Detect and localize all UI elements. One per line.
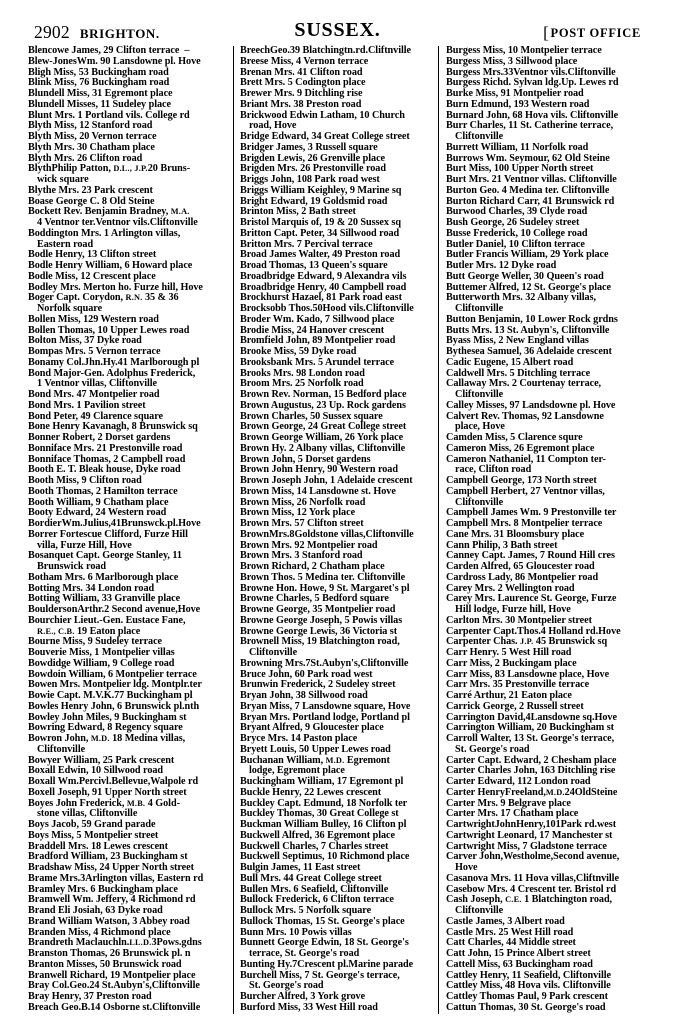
directory-entry: Bullock Mrs. 5 Norfolk square — [239, 905, 372, 916]
directory-entry: Bowdidge William, 9 College road — [28, 657, 175, 669]
directory-entry: Burt Miss, 100 Upper North street — [446, 163, 594, 175]
directory-entry: Blunt Mrs. 1 Portland vils. College rd — [28, 109, 190, 121]
directory-entry: Brown Mrs. 92 Montpelier road — [239, 539, 378, 551]
directory-entry-continuation: Cliftonville — [455, 496, 504, 508]
directory-entry: Brand William Watson, 3 Abbey road — [28, 915, 190, 927]
directory-entry: Brown Mrs. 57 Clifton street — [239, 518, 364, 529]
directory-entry: Braddell Mrs. 18 Lewes crescent — [28, 840, 169, 852]
directory-entry: Breese Miss, 4 Vernon terrace — [239, 55, 369, 67]
directory-entry: BrownMrs.8Goldstone villas,Cliftonville — [239, 528, 414, 540]
directory-entry: Bush George, 26 Sudeley street — [446, 217, 580, 228]
directory-entry: Bowdoin William, 6 Montpelier terrace — [28, 668, 197, 680]
directory-entry: Campbell Mrs. 8 Montpelier terrace — [446, 518, 603, 529]
directory-entry: Buttemer Alfred, 12 St. George's place — [446, 281, 611, 293]
directory-entry: Carey Mrs. 2 Wellington road — [446, 582, 575, 594]
directory-entry: Bullock Frederick, 6 Clifton terrace — [239, 894, 394, 906]
directory-entry-continuation: lodge, Egremont place — [248, 765, 345, 777]
directory-entry: Burnard John, 68 Hova vils. Cliftonville — [446, 109, 619, 121]
directory-entry: Brownell Miss, 19 Blatchington road, Cliftonville — [240, 637, 432, 659]
directory-entry: Browne Hon. Howe, 9 St. Margaret's pl — [239, 582, 410, 594]
directory-entry: Bouverie Miss, 1 Montpelier villas — [28, 647, 175, 658]
directory-entry: Brown Charles, 50 Sussex square — [239, 410, 383, 422]
directory-entry: Brocksobb Thos.50Hood vils.Cliftonville — [239, 303, 414, 314]
directory-entry-continuation: Cliftonville — [455, 389, 504, 400]
directory-entry: Busse Frederick, 10 College road — [446, 227, 588, 239]
section-header — [543, 23, 641, 43]
directory-entry: Carden Alfred, 65 Gloucester road — [446, 561, 595, 572]
directory-entry: Bourne Miss, 9 Sudeley terrace — [28, 636, 163, 648]
directory-entry: Blundell Miss, 31 Egremont place — [28, 88, 173, 99]
directory-entry: Brown George William, 26 York place — [239, 432, 404, 443]
directory-entry: Buckman William Bulley, 16 Clifton pl — [239, 819, 407, 830]
directory-entry: Boyes John Frederick, M.B. 4 Gold- stone villas, Cliftonville — [28, 799, 227, 821]
directory-entry: Booth Miss, 9 Clifton road — [28, 475, 142, 486]
directory-entry: Boys Jacob, 59 Grand parade — [28, 819, 156, 830]
directory-entry: Bryan Mrs. Portland lodge, Portland pl — [239, 711, 410, 723]
bracket-glyph: [ — [543, 23, 550, 42]
section-label: POST OFFICE — [550, 26, 641, 40]
directory-entry: Briggs William Keighley, 9 Marine sq — [239, 184, 402, 196]
directory-entry: Calley Misses, 97 Landsdowne pl. Hove — [446, 399, 616, 411]
directory-entry: Brown Miss, 26 Norfolk road — [239, 496, 366, 508]
directory-entry: Brown Miss, 14 Lansdowne st. Hove — [239, 485, 396, 497]
directory-entry: Button Benjamin, 10 Lower Rock grdns — [446, 313, 618, 325]
directory-entry: Bryan John, 38 Sillwood road — [239, 690, 368, 701]
directory-entry: Browne Charles, 5 Bedford square — [239, 593, 389, 605]
directory-entry: Castle James, 3 Albert road — [446, 915, 565, 927]
directory-entry-continuation: 4 Ventnor ter.Ventnor vils.Cliftonville — [37, 217, 198, 228]
qualification-abbrev: R.E., C.B. — [37, 626, 75, 636]
directory-entry: Burchell Miss, 7 St. George's terrace, St. George's road — [240, 971, 432, 993]
directory-entry: Bonniface Thomas, 2 Campbell road — [28, 453, 186, 465]
qualification-abbrev: D.L., J.P. — [113, 164, 148, 174]
directory-entry: Castle Mrs. 25 West Hill road — [446, 926, 574, 938]
directory-entry: Camden Miss, 5 Clarence squre — [446, 432, 583, 443]
directory-entry: Blythe Mrs. 23 Park crescent — [28, 184, 153, 196]
directory-entry: Bligh Miss, 53 Buckingham road — [28, 66, 169, 78]
directory-entry: Briggs John, 108 Park road west — [239, 174, 380, 185]
directory-entry: Broadbridge Edward, 9 Alexandra vils — [239, 270, 407, 282]
directory-entry: Burgess Miss, 3 Sillwood place — [446, 55, 578, 67]
directory-entry: Brandreth Maclauchln.LL.D.3Pows.gdns — [28, 937, 202, 949]
running-head — [34, 0, 641, 46]
directory-entry: Bullen Mrs. 6 Seafield, Cliftonville — [239, 883, 389, 895]
directory-column-2 — [233, 46, 438, 1014]
directory-entry: Burr Charles, 11 St. Catherine terrace, Cliftonville — [446, 121, 647, 143]
directory-entry: Carter Mrs. 17 Chatham place — [446, 808, 579, 820]
directory-entry: Burton Richard Carr, 41 Brunswick rd — [446, 195, 615, 207]
directory-entry: Booth William, 9 Chatham place — [28, 496, 169, 508]
directory-entry-continuation: Norfolk square — [37, 303, 103, 314]
directory-entry: Bramwell Wm. Jeffery, 4 Richmond rd — [28, 894, 196, 906]
county-title: SUSSEX. — [294, 19, 381, 41]
directory-entry: Cadic Eugene, 15 Albert road — [446, 356, 574, 368]
directory-entry: Bowie Capt. M.V.K.77 Buckingham pl — [28, 690, 193, 701]
directory-entry: Bonner Robert, 2 Dorset gardens — [28, 432, 171, 443]
directory-entry: Burgess Richd. Sylvan ldg.Up. Lewes rd — [446, 77, 619, 89]
directory-entry: Burt Mrs. 21 Ventnor villas. Cliftonville — [446, 174, 617, 185]
directory-entry: Bosanquet Capt. George Stanley, 11 Brunswick road — [28, 551, 227, 573]
directory-entry: Carrick George, 2 Russell street — [446, 700, 584, 712]
directory-entry: Brown Miss, 12 York place — [239, 507, 356, 519]
directory-entry: Broad James Walter, 49 Preston road — [239, 249, 401, 261]
directory-entry: Brooksbank Mrs. 5 Arundel terrace — [239, 356, 395, 368]
directory-entry: Botham Mrs. 6 Marlborough place — [28, 571, 179, 583]
directory-entry: Boxall Edwin, 10 Sillwood road — [28, 765, 164, 777]
directory-entry: Buckley Capt. Edmund, 18 Norfolk ter — [239, 797, 408, 809]
directory-entry: Briant Mrs. 38 Preston road — [239, 98, 362, 110]
directory-entry: Burgess Miss, 10 Montpelier terrace — [446, 45, 602, 56]
directory-entry-continuation: villa, Furze Hill, Hove — [37, 539, 132, 551]
directory-entry: Bunnett George Edwin, 18 St. George's terrace, St. George's road — [240, 938, 432, 960]
directory-entry: Bryett Louis, 50 Upper Lewes road — [239, 743, 391, 755]
qualification-abbrev: M.A. — [170, 207, 190, 217]
directory-entry: Bridger James, 3 Russell square — [239, 141, 378, 153]
directory-entry: Cattley Henry, 11 Seafield, Cliftonville — [446, 969, 611, 981]
directory-entry: Catt John, 15 Prince Albert street — [446, 948, 591, 959]
qualification-abbrev: M.D. — [545, 787, 565, 797]
directory-entry: Bowley John Miles, 9 Buckingham st — [28, 711, 187, 723]
directory-entry: Branston Thomas, 26 Brunswick pl. n — [28, 948, 191, 959]
directory-entry: Campbell James Wm. 9 Prestonville ter — [446, 507, 617, 519]
directory-entry: BlythPhilip Patton, D.L., J.P.20 Bruns- wick square — [28, 164, 227, 186]
directory-entry: Blencowe James, 29 Clifton terrace – — [28, 45, 190, 56]
qualification-abbrev: M.B. — [126, 798, 146, 808]
directory-entry-continuation: Eastern road — [37, 238, 94, 250]
directory-entry: Cartwright Leonard, 17 Manchester st — [446, 829, 613, 841]
directory-entry: Boger Capt. Corydon, R.N. 35 & 36 Norfolk square — [28, 293, 227, 315]
directory-entry: Blundell Misses, 11 Sudeley place — [28, 98, 171, 110]
directory-entry: Bullock Thomas, 15 St. George's place — [239, 915, 405, 927]
directory-entry: Bright Edward, 19 Goldsmid road — [239, 195, 388, 207]
directory-entry: Brown Richard, 2 Chatham place — [239, 561, 385, 572]
directory-entry: Casanova Mrs. 11 Hova villas,Cliftnville — [446, 872, 619, 884]
qualification-abbrev: R.N. — [125, 293, 143, 303]
directory-entry: Campbell George, 173 North street — [446, 475, 597, 486]
directory-entry: Bromfield John, 89 Montpelier road — [239, 335, 396, 347]
directory-entry: CartwrightJohnHenry,101Park rd.west — [446, 819, 617, 830]
directory-entry: Carter Mrs. 9 Belgrave place — [446, 797, 571, 809]
directory-entry: Bodle Miss, 12 Crescent place — [28, 270, 156, 282]
directory-entry: Bollen Thomas, 10 Upper Lewes road — [28, 324, 190, 336]
directory-entry: Bonniface Mrs. 21 Prestonville road — [28, 442, 183, 454]
directory-entry: Burrett William, 11 Norfolk road — [446, 141, 589, 153]
directory-entry: Broadbridge Henry, 40 Campbell road — [239, 281, 407, 293]
directory-entry: Brooke Miss, 59 Dyke road — [239, 346, 357, 357]
directory-entry: Brenan Mrs. 41 Clifton road — [239, 66, 363, 78]
directory-entry: Callaway Mrs. 2 Courtenay terrace, Cliftonville — [446, 379, 647, 401]
directory-entry: Brown John, 5 Dorset gardens — [239, 453, 371, 465]
directory-entry: Broom Mrs. 25 Norfolk road — [239, 378, 364, 390]
directory-entry-continuation: Cliftonville — [455, 905, 504, 916]
directory-entry: Blew-JonesWm. 90 Lansdowne pl. Hove — [28, 55, 201, 67]
directory-entry: Buckle Henry, 22 Lewes crescent — [239, 786, 382, 798]
directory-entry: Bramley Mrs. 6 Buckingham place — [28, 883, 178, 895]
directory-entry: Butts Mrs. 13 St. Aubyn's, Cliftonville — [446, 324, 610, 336]
directory-entry: Bowen Mrs. Montpelier ldg. Montplr.ter — [28, 679, 202, 691]
directory-entry: Britton Mrs. 7 Percival terrace — [239, 238, 373, 250]
directory-entry: Bowles Henry John, 6 Brunswick pl.nth — [28, 700, 200, 712]
directory-entry: Branden Miss, 4 Richmond place — [28, 926, 171, 938]
directory-entry: Brett Mrs. 5 Codington place — [239, 77, 366, 89]
directory-entry: Cattley Miss, 48 Hova vils. Cliftonville — [446, 980, 611, 992]
directory-entry-continuation: Cliftonville — [455, 303, 504, 314]
directory-entry: Breach Geo.B.14 Osborne st.Cliftonville — [28, 1001, 201, 1013]
directory-entry: Brown Hy. 2 Albany villas, Cliftonville — [239, 442, 406, 454]
directory-entry: Carrington David,4Lansdowne sq.Hove — [446, 711, 617, 723]
directory-entry: Bryant Alfred, 9 Gloucester place — [239, 722, 384, 734]
directory-entry: Burn Edmund, 193 Western road — [446, 98, 590, 110]
directory-entry: Bond Peter, 49 Clarence square — [28, 410, 163, 422]
directory-entry-continuation: Cliftonville — [37, 743, 86, 755]
directory-entry: Carter Edward, 112 London road — [446, 776, 591, 787]
directory-entry: Browne George Lewis, 36 Victoria st — [239, 625, 398, 637]
directory-entry: Bockett Rev. Benjamin Bradney, M.A. 4 Ventnor ter.Ventnor vils.Cliftonville — [28, 207, 227, 229]
directory-entry-continuation: Hove — [455, 862, 478, 873]
directory-entry: Brigden Mrs. 26 Prestonville road — [239, 163, 386, 175]
directory-entry: Cattun Thomas, 30 St. George's road — [446, 1001, 606, 1013]
directory-entry: Carpenter Capt.Thos.4 Holland rd.Hove — [446, 625, 621, 637]
directory-entry: Botting Mrs. 34 London road — [28, 582, 155, 594]
directory-entry: Bull Mrs. 44 Great College street — [239, 872, 382, 884]
directory-entry: Catt Charles, 44 Middle street — [446, 937, 576, 949]
directory-entry: Carr Miss, 2 Buckingam place — [446, 657, 577, 669]
directory-entry-continuation: St. George's road — [455, 743, 530, 755]
directory-entry: Carroll Walter, 13 St. George's terrace, St. George's road — [446, 734, 647, 756]
directory-entry: Bridge Edward, 34 Great College street — [239, 131, 410, 142]
directory-entry: Bowyer William, 25 Park crescent — [28, 754, 175, 766]
directory-entry: Branton Misses, 50 Brunswick road — [28, 958, 182, 970]
directory-entry: Bond Mrs. 47 Montpelier road — [28, 389, 160, 400]
directory-entry: Bond Mrs. 1 Pavilion street — [28, 399, 146, 411]
directory-entry: Carr Mrs. 35 Prestonville terrace — [446, 679, 590, 691]
directory-entry: Cash Joseph, C.E. 1 Blatchington road, Cliftonville — [446, 895, 647, 917]
directory-entry-continuation: Hill lodge, Furze hill, Hove — [455, 604, 571, 615]
directory-entry: BreechGeo.39 Blatchingtn.rd.Cliftnville — [239, 45, 412, 56]
directory-entry: Brand Eli Josiah, 63 Dyke road — [28, 905, 163, 916]
directory-entry: Buchanan William, M.D. Egremont lodge, Egremont place — [240, 756, 432, 778]
directory-entry: Brockhurst Hazael, 81 Park road east — [239, 292, 402, 304]
directory-entry: Broad Thomas, 13 Queen's square — [239, 260, 388, 271]
directory-entry: Bolton Miss, 37 Dyke road — [28, 335, 142, 347]
qualification-abbrev: M.D. — [90, 734, 110, 743]
directory-entry: Burcher Alfred, 3 York grove — [239, 991, 366, 1002]
directory-entry: Botting William, 33 Granville place — [28, 593, 181, 605]
directory-entry: Carter Charles John, 163 Ditchling rise — [446, 765, 616, 777]
directory-entry: Carr Henry. 5 West Hill road — [446, 647, 572, 658]
directory-entry: Cattley Thomas Paul, 9 Park crescent — [446, 991, 608, 1002]
directory-entry-continuation: Cliftonville — [248, 647, 298, 658]
directory-entry: Butterworth Mrs. 32 Albany villas, Cliftonville — [446, 293, 647, 315]
directory-entry: Brown George, 24 Great College street — [239, 421, 407, 433]
directory-entry: Bray Henry, 37 Preston road — [28, 991, 152, 1002]
directory-entry: Carlton Mrs. 30 Montpelier street — [446, 614, 592, 626]
directory-entry: Cardross Lady, 86 Montpelier road — [446, 571, 599, 583]
directory-entry: Boxall Wm.Percivl.Bellevue,Walpole rd — [28, 776, 199, 787]
directory-entry: Brown Mrs. 3 Stanford road — [239, 550, 363, 562]
directory-entry: Buckley Thomas, 30 Great College st — [239, 808, 399, 820]
directory-entry: Brooks Mrs. 98 London road — [239, 367, 365, 379]
directory-entry-continuation: stone villas, Cliftonville — [37, 808, 138, 820]
directory-entry: Bradford William, 23 Buckingham st — [28, 851, 188, 863]
directory-entry: Butt George Weller, 30 Queen's road — [446, 270, 604, 282]
directory-entry: Bunn Mrs. 10 Powis villas — [239, 926, 352, 938]
directory-entry: Branwell Richard, 19 Montpelier place — [28, 969, 196, 981]
directory-entry-continuation: Cliftonville — [455, 131, 504, 142]
directory-entry-continuation: 1 Ventnor villas, Cliftonville — [37, 378, 158, 390]
directory-entry: Blyth Mrs. 30 Chatham place — [28, 141, 155, 153]
directory-entry: Bond Major-Gen. Adolphus Frederick, 1 Ventnor villas, Cliftonville — [28, 369, 227, 391]
directory-entry: BouldersonArthr.2 Second avenue,Hove — [28, 604, 201, 615]
directory-entry: Browning Mrs.7St.Aubyn's,Cliftonville — [239, 657, 409, 669]
directory-entry: Bradshaw Miss, 24 Upper North street — [28, 862, 194, 873]
directory-entry: Caldwell Mrs. 5 Ditchling terrace — [446, 367, 591, 379]
directory-entry: Browne George Joseph, 5 Powis villas — [239, 614, 403, 626]
directory-entry: Campbell Herbert, 27 Ventnor villas, Cliftonville — [446, 487, 647, 509]
directory-entry: Byass Miss, 2 New England villas — [446, 335, 589, 347]
directory-entry: Carey Mrs. Laurence St. George, Furze Hill lodge, Furze hill, Hove — [446, 594, 647, 616]
directory-entry: Burford Miss, 33 West Hill road — [239, 1001, 378, 1013]
directory-entry: Broder Wm. Kado, 7 Sillwood place — [239, 313, 395, 325]
qualification-abbrev: LL.D. — [129, 938, 152, 948]
directory-entry: Borrer Fortescue Clifford, Furze Hill villa, Furze Hill, Hove — [28, 530, 227, 552]
directory-entry: Boddington Mrs. 1 Arlington villas, Eastern road — [28, 229, 227, 251]
directory-entry: Carver John,Westholme,Second avenue, Hove — [446, 852, 647, 874]
directory-entry-continuation: wick square — [37, 174, 89, 185]
directory-entry: Brickwood Edwin Latham, 10 Church road, Hove — [240, 111, 432, 133]
directory-entry: Brodie Miss, 24 Hanover crescent — [239, 324, 385, 336]
qualification-abbrev: C.E. — [505, 895, 522, 905]
directory-entry-continuation: R.E., C.B. 19 Eaton place — [37, 625, 141, 637]
directory-entry: Brinton Miss, 2 Bath street — [239, 206, 356, 218]
directory-entry: Brunwin Frederick, 2 Sudeley street — [239, 679, 396, 691]
directory-entry: BordierWm.Julius,41Brunswck.pl.Hove — [28, 518, 201, 529]
directory-entry: Butler Daniel, 10 Clifton terrace — [446, 238, 585, 250]
directory-entry: Bunting Hy.7Crescent pl.Marine parade — [239, 958, 414, 970]
directory-entry: Brown Rev. Norman, 15 Bedford place — [239, 389, 407, 400]
directory-entry-continuation: St. George's road — [248, 980, 324, 992]
directory-entry-continuation: terrace, St. George's road — [248, 948, 360, 959]
directory-entry: Buckwell Septimus, 10 Richmond place — [239, 851, 410, 863]
directory-entry: Burwood Charles, 39 Clyde road — [446, 206, 588, 218]
directory-entry: Brame Mrs.3Arlington villas, Eastern rd — [28, 872, 204, 884]
directory-entry: Buckwell Charles, 7 Charles street — [239, 840, 389, 852]
directory-entry: Bulgin James, 11 East street — [239, 862, 361, 873]
directory-entry: Burgess Mrs.33Ventnor vils.Cliftonville — [446, 66, 616, 78]
directory-entry: Bodle Henry, 13 Clifton street — [28, 249, 157, 261]
directory-entry: Carpenter Chas. J.P. 45 Brunswick sq — [446, 636, 608, 648]
directory-entry: Carré Arthur, 21 Eaton place — [446, 690, 572, 701]
column-container — [28, 46, 647, 1014]
directory-entry: Canney Capt. James, 7 Round Hill cres — [446, 550, 615, 562]
directory-entry: Burton Geo. 4 Medina ter. Cliftonville — [446, 184, 610, 196]
directory-entry: Carrington William, 20 Buckingham st — [446, 722, 614, 734]
directory-entry: Bodle Henry William, 6 Howard place — [28, 260, 193, 271]
directory-entry: Cartwright Miss, 7 Gladstone terrace — [446, 840, 607, 852]
directory-entry: Butler Mrs. 12 Dyke road — [446, 260, 557, 271]
directory-entry: Boys Miss, 5 Montpelier street — [28, 829, 159, 841]
page-number: 2902 — [34, 22, 70, 42]
directory-entry: Bollen Miss, 129 Western road — [28, 313, 159, 325]
directory-entry: Blyth Miss, 12 Stanford road — [28, 120, 153, 132]
directory-entry: Butler Francis William, 29 York place — [446, 249, 609, 261]
directory-entry: Britton Capt. Peter, 34 Sillwood road — [239, 227, 400, 239]
directory-entry: Bompas Mrs. 5 Vernon terrace — [28, 346, 161, 357]
directory-entry: Brown Joseph John, 1 Adelaide crescent — [239, 475, 413, 486]
directory-entry: Casebow Mrs. 4 Crescent ter. Bristol rd — [446, 883, 617, 895]
directory-entry: Bruce John, 60 Park road west — [239, 668, 373, 680]
place-name: BRIGHTON. — [79, 26, 160, 41]
directory-entry: Bryan Miss, 7 Lansdowne square, Hove — [239, 700, 411, 712]
directory-entry: Brigden Lewis, 26 Grenville place — [239, 152, 386, 164]
directory-entry: Cameron Miss, 26 Egremont place — [446, 442, 595, 454]
directory-entry: Cameron Nathaniel, 11 Compton ter- race, Clifton road — [446, 455, 647, 477]
directory-column-1 — [28, 46, 233, 1014]
directory-entry: Blyth Miss, 20 Vernon terrace — [28, 131, 157, 142]
directory-column-3 — [438, 46, 647, 1014]
directory-entry: Bonamy Col.Jhn.Hy.41 Marlborough pl — [28, 356, 200, 368]
directory-entry: Blink Miss, 76 Buckingham road — [28, 77, 170, 89]
directory-entry: Blyth Mrs. 26 Clifton road — [28, 152, 143, 164]
directory-entry: Brown Thos. 5 Medina ter. Cliftonville — [239, 571, 406, 583]
directory-entry: Bristol Marquis of, 19 & 20 Sussex sq — [239, 217, 401, 228]
directory-entry: Carter HenryFreeland,M.D.24OldSteine — [446, 786, 618, 798]
directory-entry-continuation: Brunswick road — [37, 561, 107, 572]
directory-entry: Buckwell Alfred, 36 Egremont place — [239, 829, 395, 841]
qualification-abbrev: M.D. — [325, 755, 345, 765]
directory-entry: Carr Miss, 83 Lansdowne place, Hove — [446, 668, 610, 680]
directory-entry: Brewer Mrs. 9 Ditchling rise — [239, 88, 363, 99]
directory-entry-continuation: place, Hove — [455, 421, 505, 433]
directory-entry: Cattell Miss, 63 Buckingham road — [446, 958, 593, 970]
directory-entry-continuation: road, Hove — [248, 120, 297, 132]
directory-entry: Bythesea Samuel, 36 Adelaide crescent — [446, 346, 612, 357]
directory-entry: Bourchier Lieut.-Gen. Eustace Fane, R.E., C.B. 19 Eaton place — [28, 616, 227, 638]
directory-entry: Boxell Joseph, 91 Upper North street — [28, 786, 187, 798]
directory-entry-continuation: race, Clifton road — [455, 464, 532, 476]
directory-entry: Boase George C. 8 Old Steine — [28, 195, 155, 207]
directory-entry: Bray Col.Geo.24 St.Aubyn's,Cliftonville — [28, 980, 200, 992]
directory-entry: Bone Henry Kavanagh, 8 Brunswick sq — [28, 421, 198, 433]
directory-entry: Bryce Mrs. 14 Paston place — [239, 733, 358, 744]
directory-entry: Burke Miss, 91 Montpelier road — [446, 88, 584, 99]
directory-entry: Browne George, 35 Montpelier road — [239, 604, 396, 615]
directory-entry: Carter Capt. Edward, 2 Chesham place — [446, 754, 617, 766]
directory-entry: Calvert Rev. Thomas, 92 Lansdowne place, Hove — [446, 412, 647, 434]
directory-entry: Brown John Henry, 90 Western road — [239, 464, 398, 476]
directory-entry: Bodley Mrs. Merton ho. Furze hill, Hove — [28, 281, 203, 293]
directory-entry: Burrows Wm. Seymour, 62 Old Steine — [446, 152, 610, 164]
directory-entry: Booth Thomas, 2 Hamilton terrace — [28, 485, 178, 497]
directory-entry: Booth E. T. Bleak house, Dyke road — [28, 464, 181, 476]
directory-entry: Cane Mrs. 31 Bloomsbury place — [446, 528, 585, 540]
directory-entry: Buckingham William, 17 Egremont pl — [239, 776, 404, 787]
directory-entry: Bowron John, M.D. 18 Medina villas, Cliftonville — [28, 734, 227, 756]
directory-entry: Bowring Edward, 8 Regency square — [28, 722, 183, 734]
qualification-abbrev: J.P. — [520, 637, 534, 647]
directory-entry: Brown Augustus, 23 Up. Rock gardens — [239, 399, 406, 411]
directory-entry: Booty Edward, 24 Western road — [28, 507, 167, 519]
directory-entry: Cann Philip, 3 Bath street — [446, 539, 558, 551]
